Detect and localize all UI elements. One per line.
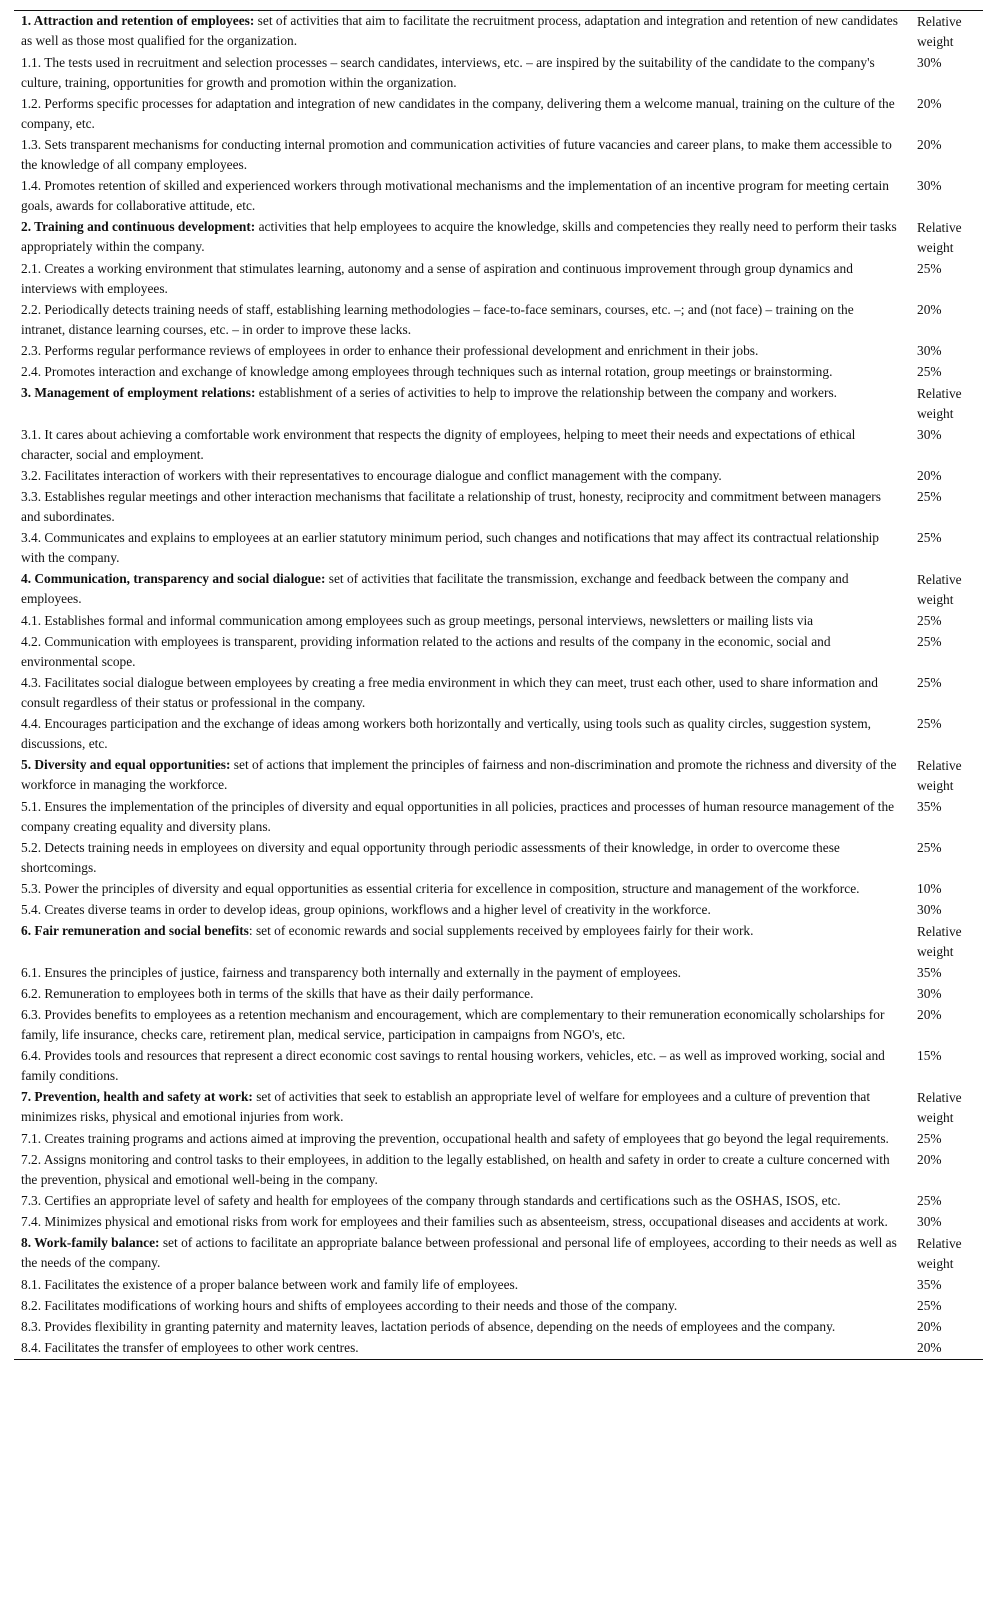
criterion-text: 3.3. Establishes regular meetings and other interaction mechanisms that facilitate a relationship of trust, honesty, reciprocity and commitment between managers and subordinates. <box>21 489 881 524</box>
criterion-text: 7.3. Certifies an appropriate level of safety and health for employees of the company through standards and certifications such as the OSHAS, ISOS, etc. <box>21 1193 841 1208</box>
criterion-weight: 20% <box>917 302 942 317</box>
section-header-row <box>14 1087 983 1129</box>
criterion-row <box>14 984 983 1005</box>
criterion-row <box>14 838 983 879</box>
section-description-cell <box>14 217 899 259</box>
section-description: activities that help employees to acquire the knowledge, skills and competencies they really need to perform their tasks appropriately within the company. <box>21 219 897 254</box>
criterion-row <box>14 1150 983 1191</box>
criterion-weight: 25% <box>917 634 942 649</box>
criterion-weight: 30% <box>917 986 942 1001</box>
criterion-text: 3.4. Communicates and explains to employees at an earlier statutory minimum period, such changes and notifications that may affect its contractual relationship with the company. <box>21 530 880 565</box>
criterion-row <box>14 1191 983 1212</box>
criterion-row <box>14 714 983 755</box>
criterion-row <box>14 341 983 362</box>
criterion-weight: 35% <box>917 1277 942 1292</box>
criterion-row <box>14 259 983 300</box>
criterion-weight: 30% <box>917 343 942 358</box>
criterion-row <box>14 487 983 528</box>
section-title: 6. Fair remuneration and social benefits <box>21 923 249 938</box>
criterion-text: 4.2. Communication with employees is transparent, providing information related to the actions and results of the company in the economic, social and environmental scope. <box>21 634 831 669</box>
criterion-weight: 30% <box>917 1214 942 1229</box>
criterion-text: 4.3. Facilitates social dialogue between employees by creating a free media environment in which they can meet, trust each other, used to share information and consult regardless of their status or professional in the company. <box>21 675 878 710</box>
criterion-text: 5.1. Ensures the implementation of the principles of diversity and equal opportunities in all policies, practices and processes of human resource management of the company creating equality and diversity plans. <box>21 799 895 834</box>
criterion-text: 6.3. Provides benefits to employees as a retention mechanism and encouragement, which are complementary to their remuneration economically scholarships for family, life insurance, checks care, retirement plan, medical service, participation in campaigns from NGO's, etc. <box>21 1007 885 1042</box>
criterion-weight: 20% <box>917 137 942 152</box>
criterion-text: 6.4. Provides tools and resources that represent a direct economic cost savings to rental housing workers, vehicles, etc. – as well as improved working, social and family conditions. <box>21 1048 885 1083</box>
criterion-text: 8.4. Facilitates the transfer of employees to other work centres. <box>21 1340 359 1355</box>
criterion-weight: 35% <box>917 965 942 980</box>
criterion-weight: 25% <box>917 364 942 379</box>
criterion-text: 1.1. The tests used in recruitment and selection processes – search candidates, interviews, etc. – are inspired by the suitability of the candidate to the company's culture, training, opportunities for growth and promotion within the organization. <box>21 55 875 90</box>
section-description-cell <box>14 569 899 611</box>
relative-weight-header: Relative weight <box>917 1090 962 1125</box>
criterion-text: 2.2. Periodically detects training needs of staff, establishing learning methodologies – face-to-face seminars, courses, etc. –; and (not face) – training on the intranet, distance learning courses, etc. – in order to improve these lacks. <box>21 302 854 337</box>
criterion-weight: 15% <box>917 1048 942 1063</box>
criterion-text: 8.2. Facilitates modifications of working hours and shifts of employees according to their needs and those of the company. <box>21 1298 678 1313</box>
criterion-text: 2.4. Promotes interaction and exchange of knowledge among employees through techniques such as internal rotation, group meetings or brainstorming. <box>21 364 833 379</box>
criterion-weight: 30% <box>917 178 942 193</box>
criterion-row <box>14 632 983 673</box>
criterion-row <box>14 528 983 569</box>
criterion-text: 1.3. Sets transparent mechanisms for conducting internal promotion and communication activities of future vacancies and career plans, to make them accessible to the knowledge of all company employees. <box>21 137 892 172</box>
section-description: set of actions that implement the principles of fairness and non-discrimination and promote the richness and diversity of the workforce in managing the workforce. <box>21 757 897 792</box>
criterion-text: 1.4. Promotes retention of skilled and experienced workers through motivational mechanisms and the implementation of an incentive program for meeting certain goals, awards for collaborative attitude, etc. <box>21 178 889 213</box>
criterion-text: 6.1. Ensures the principles of justice, fairness and transparency both internally and externally in the payment of employees. <box>21 965 682 980</box>
criterion-weight: 10% <box>917 881 942 896</box>
criterion-text: 7.1. Creates training programs and actions aimed at improving the prevention, occupational health and safety of employees that go beyond the legal requirements. <box>21 1131 889 1146</box>
criterion-text: 5.2. Detects training needs in employees on diversity and equal opportunity through periodic assessments of their knowledge, in order to overcome these shortcomings. <box>21 840 840 875</box>
criterion-row <box>14 1129 983 1150</box>
criterion-row <box>14 466 983 487</box>
criterion-weight: 25% <box>917 1193 942 1208</box>
section-header-row <box>14 755 983 797</box>
criterion-weight: 25% <box>917 716 942 731</box>
section-header-row <box>14 569 983 611</box>
criterion-weight: 20% <box>917 1319 942 1334</box>
criterion-weight: 20% <box>917 1007 942 1022</box>
criterion-text: 5.3. Power the principles of diversity and equal opportunities as essential criteria for excellence in composition, structure and management of the workforce. <box>21 881 860 896</box>
criterion-weight: 25% <box>917 613 942 628</box>
section-description: set of activities that aim to facilitate the recruitment process, adaptation and integration and retention of new candidates as well as those most qualified for the organization. <box>21 13 898 48</box>
relative-weight-header: Relative weight <box>917 572 962 607</box>
section-title: 3. Management of employment relations: <box>21 385 256 400</box>
section-header-row <box>14 1233 983 1275</box>
criterion-row <box>14 135 983 176</box>
criterion-text: 5.4. Creates diverse teams in order to develop ideas, group opinions, workflows and a higher level of creativity in the workforce. <box>21 902 711 917</box>
criterion-row <box>14 53 983 94</box>
criterion-row <box>14 300 983 341</box>
criterion-row <box>14 879 983 900</box>
section-title: 2. Training and continuous development: <box>21 219 256 234</box>
relative-weight-header: Relative weight <box>917 758 962 793</box>
section-description-cell <box>14 383 899 425</box>
criterion-row <box>14 1275 983 1296</box>
relative-weight-header: Relative weight <box>917 14 962 49</box>
criterion-row <box>14 425 983 466</box>
section-title: 8. Work-family balance: <box>21 1235 160 1250</box>
criterion-weight: 20% <box>917 1340 942 1355</box>
section-description-cell <box>14 1233 899 1275</box>
section-description: set of actions to facilitate an appropriate balance between professional and personal life of employees, according to their needs as well as the needs of the company. <box>21 1235 897 1270</box>
criterion-weight: 25% <box>917 1298 942 1313</box>
section-header-row <box>14 217 983 259</box>
relative-weight-header: Relative weight <box>917 386 962 421</box>
section-header-row <box>14 11 983 53</box>
criterion-weight: 30% <box>917 55 942 70</box>
criterion-text: 1.2. Performs specific processes for adaptation and integration of new candidates in the company, delivering them a welcome manual, training on the culture of the company, etc. <box>21 96 895 131</box>
criterion-weight: 30% <box>917 902 942 917</box>
criterion-row <box>14 176 983 217</box>
criterion-row <box>14 1046 983 1087</box>
criterion-row <box>14 1005 983 1046</box>
relative-weight-header: Relative weight <box>917 924 962 959</box>
relative-weight-header: Relative weight <box>917 220 962 255</box>
section-description-cell <box>14 921 899 963</box>
criterion-weight: 20% <box>917 468 942 483</box>
criterion-text: 7.2. Assigns monitoring and control tasks to their employees, in addition to the legally established, on health and safety in order to create a culture concerned with the prevention, physical and emotional well-being in the company. <box>21 1152 890 1187</box>
section-description-cell <box>14 11 899 53</box>
criterion-weight: 25% <box>917 530 942 545</box>
criterion-weight: 25% <box>917 1131 942 1146</box>
criterion-row <box>14 797 983 838</box>
document-page <box>14 10 983 1360</box>
criterion-row <box>14 1338 983 1359</box>
section-description-cell <box>14 1087 899 1129</box>
criterion-text: 7.4. Minimizes physical and emotional risks from work for employees and their families such as absenteeism, stress, occupational diseases and accidents at work. <box>21 1214 888 1229</box>
criterion-text: 6.2. Remuneration to employees both in terms of the skills that have as their daily performance. <box>21 986 534 1001</box>
section-header-row <box>14 383 983 425</box>
criterion-row <box>14 900 983 921</box>
criterion-row <box>14 673 983 714</box>
section-header-row <box>14 921 983 963</box>
criterion-weight: 25% <box>917 261 942 276</box>
criterion-weight: 25% <box>917 840 942 855</box>
bottom-rule <box>14 1359 983 1360</box>
criterion-text: 8.3. Provides flexibility in granting paternity and maternity leaves, lactation periods of absence, depending on the needs of employees and the company. <box>21 1319 836 1334</box>
criterion-row <box>14 362 983 383</box>
section-title: 1. Attraction and retention of employees: <box>21 13 255 28</box>
criterion-row <box>14 963 983 984</box>
table-body <box>14 11 983 1359</box>
hr-criteria-table <box>14 11 983 1359</box>
criterion-row <box>14 1212 983 1233</box>
section-description-cell <box>14 755 899 797</box>
criterion-text: 4.4. Encourages participation and the exchange of ideas among workers both horizontally and vertically, using tools such as quality circles, suggestion system, discussions, etc. <box>21 716 871 751</box>
criterion-weight: 20% <box>917 1152 942 1167</box>
criterion-weight: 20% <box>917 96 942 111</box>
criterion-text: 8.1. Facilitates the existence of a proper balance between work and family life of employees. <box>21 1277 519 1292</box>
criterion-text: 3.1. It cares about achieving a comfortable work environment that respects the dignity of employees, helping to meet their needs and expectations of ethical character, social and employment. <box>21 427 856 462</box>
criterion-row <box>14 611 983 632</box>
criterion-row <box>14 1317 983 1338</box>
criterion-weight: 30% <box>917 427 942 442</box>
relative-weight-header: Relative weight <box>917 1236 962 1271</box>
section-description: set of activities that seek to establish an appropriate level of welfare for employees and a culture of prevention that minimizes risks, physical and emotional injuries from work. <box>21 1089 871 1124</box>
criterion-text: 4.1. Establishes formal and informal communication among employees such as group meetings, personal interviews, newsletters or mailing lists via <box>21 613 814 628</box>
section-description: establishment of a series of activities to help to improve the relationship between the company and workers. <box>255 385 838 400</box>
criterion-row <box>14 94 983 135</box>
criterion-row <box>14 1296 983 1317</box>
criterion-weight: 25% <box>917 489 942 504</box>
criterion-text: 2.3. Performs regular performance reviews of employees in order to enhance their professional development and enrichment in their jobs. <box>21 343 759 358</box>
criterion-weight: 25% <box>917 675 942 690</box>
section-title: 5. Diversity and equal opportunities: <box>21 757 231 772</box>
section-title: 4. Communication, transparency and social dialogue: <box>21 571 326 586</box>
section-title: 7. Prevention, health and safety at work: <box>21 1089 253 1104</box>
criterion-text: 3.2. Facilitates interaction of workers with their representatives to encourage dialogue and conflict management with the company. <box>21 468 722 483</box>
section-description: : set of economic rewards and social supplements received by employees fairly for their work. <box>248 923 754 938</box>
criterion-weight: 35% <box>917 799 942 814</box>
criterion-text: 2.1. Creates a working environment that stimulates learning, autonomy and a sense of aspiration and continuous improvement through group dynamics and interviews with employees. <box>21 261 853 296</box>
section-description: set of activities that facilitate the transmission, exchange and feedback between the company and employees. <box>21 571 849 606</box>
